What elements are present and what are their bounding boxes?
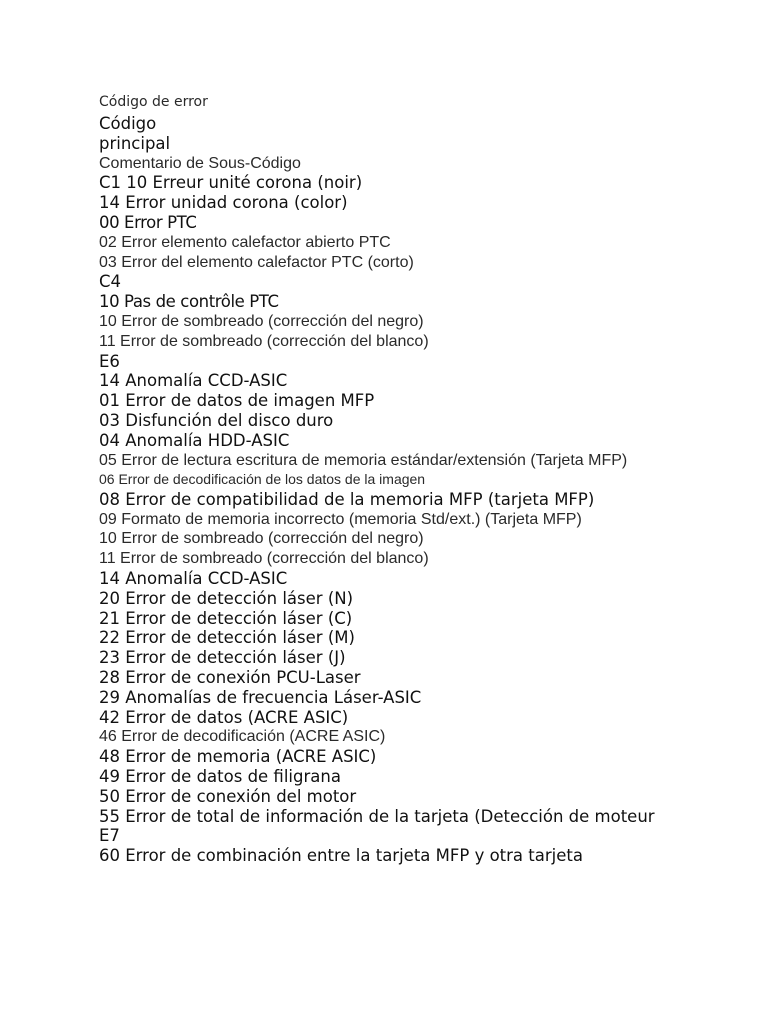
- error-line: 05 Error de lectura escritura de memoria estándar/extensión (Tarjeta MFP): [99, 451, 628, 469]
- error-group-code: C4: [99, 272, 122, 292]
- error-line: 14 Anomalía CCD-ASIC: [99, 569, 288, 589]
- error-line: 49 Error de datos de filigrana: [99, 767, 341, 786]
- header-code-main-2: principal: [99, 133, 171, 153]
- error-line: 03 Error del elemento calefactor PTC (corto): [99, 253, 414, 271]
- error-line: 29 Anomalías de frecuencia Láser-ASIC: [99, 687, 422, 707]
- error-line: 10 Pas de contrôle PTC: [99, 292, 279, 312]
- error-line: 46 Error de decodificación (ACRE ASIC): [99, 728, 386, 746]
- error-group-code: E6: [99, 351, 120, 371]
- error-line: 48 Error de memoria (ACRE ASIC): [99, 747, 377, 767]
- error-line: 21 Error de detección láser (C): [99, 608, 353, 628]
- error-line: 11 Error de sombreado (corrección del blanco): [99, 550, 429, 568]
- error-line: 55 Error de total de información de la tarjeta (Detección de moteur: [99, 806, 655, 826]
- error-line: 02 Error elemento calefactor abierto PTC: [99, 233, 391, 251]
- error-line: 50 Error de conexión del motor: [99, 786, 357, 806]
- error-line: 11 Error de sombreado (corrección del blanco): [99, 332, 429, 350]
- error-line: 06 Error de decodificación de los datos de la imagen: [99, 471, 426, 488]
- doc-caption: Código de error: [99, 94, 208, 110]
- error-line: 09 Formato de memoria incorrecto (memoria Std/ext.) (Tarjeta MFP): [99, 510, 582, 528]
- error-group-code: E7: [99, 826, 120, 846]
- header-comment: Comentario de Sous-Código: [99, 154, 301, 172]
- error-line: 28 Error de conexión PCU-Laser: [99, 668, 361, 688]
- error-line: 23 Error de detección láser (J): [99, 648, 346, 668]
- header-code-main-1: Código: [99, 114, 157, 133]
- error-line: 14 Error unidad corona (color): [99, 193, 348, 213]
- error-line: 00 Error PTC: [99, 212, 197, 232]
- error-line: 10 Error de sombreado (corrección del negro): [99, 312, 424, 330]
- error-line: 01 Error de datos de imagen MFP: [99, 391, 375, 411]
- error-line: 22 Error de detección láser (M): [99, 628, 355, 648]
- error-line: 60 Error de combinación entre la tarjeta MFP y otra tarjeta: [99, 846, 583, 866]
- error-line: 04 Anomalía HDD-ASIC: [99, 430, 290, 450]
- error-line: 03 Disfunción del disco duro: [99, 410, 334, 430]
- error-line: C1 10 Erreur unité corona (noir): [99, 173, 363, 193]
- error-line: 10 Error de sombreado (corrección del negro): [99, 530, 424, 548]
- error-line: 14 Anomalía CCD-ASIC: [99, 371, 288, 391]
- document-body: [99, 92, 659, 866]
- error-line: 42 Error de datos (ACRE ASIC): [99, 707, 349, 727]
- error-line: 08 Error de compatibilidad de la memoria MFP (tarjeta MFP): [99, 489, 595, 509]
- error-line: 20 Error de detección láser (N): [99, 588, 354, 608]
